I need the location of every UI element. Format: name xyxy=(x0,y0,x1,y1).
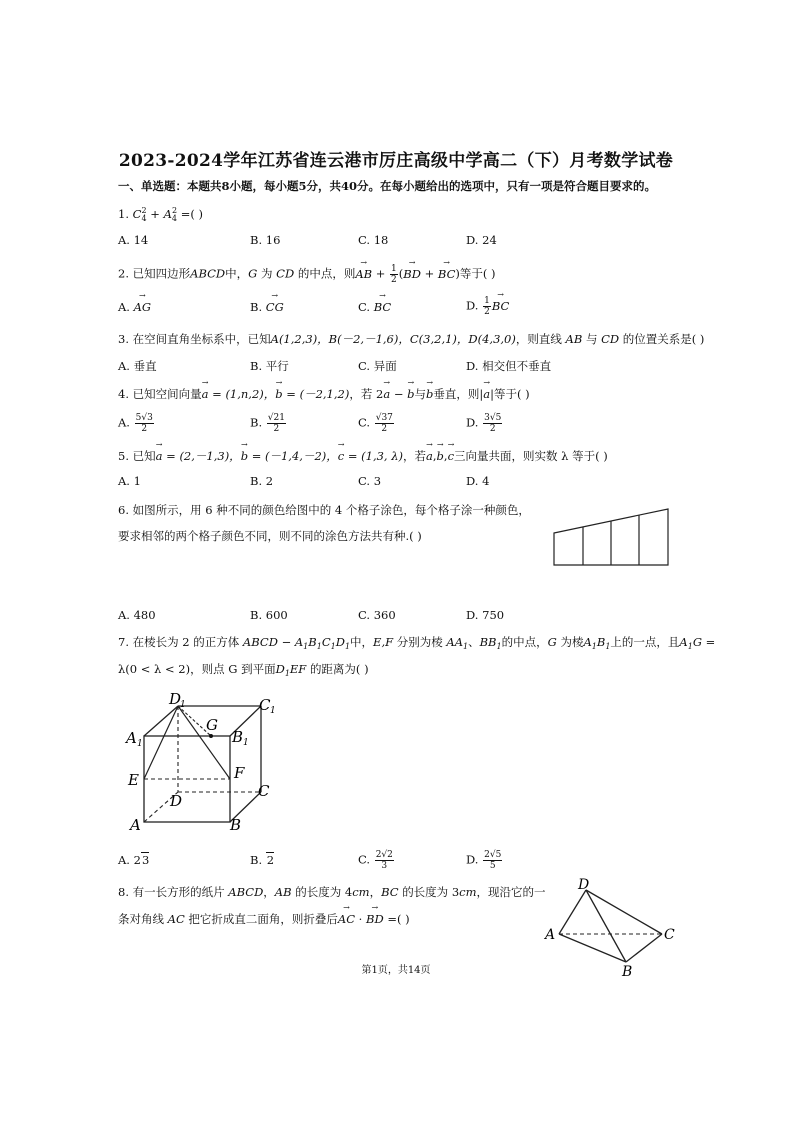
label-A: A xyxy=(545,927,556,943)
q4-option-d: D. $\frac{3√5}{2}$ xyxy=(466,413,502,434)
cube-figure xyxy=(118,690,278,835)
question-3: 3. 在空间直角坐标系中，已知A(1,2,3)，B(－2,－1,6)，C(3,2,1)，D(4,3,0)，则直线 AB 与 CD 的位置关系是( ) xyxy=(118,332,705,346)
q5-option-c: C. 3 xyxy=(358,474,382,488)
q7-option-b: B. 2 xyxy=(250,853,275,867)
label-E: E xyxy=(128,771,139,789)
q6-option-c: C. 360 xyxy=(358,608,396,622)
q2-option-d: D. $\frac{1}{2}$ → BC xyxy=(466,296,509,317)
q1-option-d: D. 24 xyxy=(466,233,497,247)
q1-option-b: B. 16 xyxy=(250,233,281,247)
label-A1: A xyxy=(126,729,137,747)
q4-option-a: A. $\frac{5√3}{2}$ xyxy=(118,413,153,434)
q3-option-b: B. 平行 xyxy=(250,359,289,373)
q3-option-c: C. 异面 xyxy=(358,359,397,373)
svg-text:1: 1 xyxy=(137,739,143,749)
label-C1: C xyxy=(259,696,271,714)
label-D: D xyxy=(578,878,590,893)
q5-option-d: D. 4 xyxy=(466,474,490,488)
section-heading: 一、单选题：本题共8小题，每小题5分，共40分。在每小题给出的选项中，只有一项是符合题目要求的。 xyxy=(118,179,657,193)
q6-option-a: A. 480 xyxy=(118,608,156,622)
q3-option-a: A. 垂直 xyxy=(118,359,157,373)
question-6-line1: 6. 如图所示，用 6 种不同的颜色给图中的 4 个格子涂色，每个格子涂一种颜色， xyxy=(118,503,530,517)
question-8-line2: 条对角线 AC 把它折成直二面角，则折叠后→ AC · → BD =( ) xyxy=(118,911,410,927)
label-D: D xyxy=(170,792,183,810)
q1-option-a: A. 14 xyxy=(118,233,149,247)
question-2: 2. 已知四边形ABCD中，G 为 CD 的中点，则→ AB + $\frac{1}{2}$ (→ BD + → BC)等于( ) xyxy=(118,264,496,285)
question-4: 4. 已知空间向量→ a = (1,n,2)，→ b = (－2,1,2)，若 2→ a − → b与→ b垂直，则|→ a|等于( ) xyxy=(118,386,530,402)
q7-option-a: A. 23 xyxy=(118,853,150,867)
page-footer: 第1页，共14页 xyxy=(361,965,431,976)
q6-option-d: D. 750 xyxy=(466,608,505,622)
question-6-line2: 要求相邻的两个格子颜色不同，则不同的涂色方法共有种.( ) xyxy=(118,529,422,543)
label-A: A xyxy=(130,816,141,834)
label-B1: B xyxy=(232,728,244,746)
q1-option-c: C. 18 xyxy=(358,233,389,247)
question-1: 1. $C_4^2 + A_4^2$ =( ) xyxy=(118,206,204,223)
q7-option-d: D. $\frac{2√5}{5}$ xyxy=(466,850,502,871)
q6-option-b: B. 600 xyxy=(250,608,288,622)
label-F: F xyxy=(234,764,245,782)
svg-text:1: 1 xyxy=(180,700,186,710)
label-G: G xyxy=(206,716,218,734)
q3-option-d: D. 相交但不垂直 xyxy=(466,359,552,373)
svg-text:1: 1 xyxy=(270,706,276,716)
q2-option-c: C. → BC xyxy=(358,300,391,314)
q5-option-b: B. 2 xyxy=(250,474,274,488)
question-7-line1: 7. 在棱长为 2 的正方体 ABCD − $A_1B_1C_1D_1$中，E,F 分别为棱 $AA_1$、$BB_1$的中点，G 为棱$A_1B_1$上的一点，且$A_1G$ = xyxy=(118,635,716,651)
question-8-line1: 8. 有一长方形的纸片 ABCD，AB 的长度为 4cm，BC 的长度为 3cm，现沿它的一 xyxy=(118,885,546,899)
label-B: B xyxy=(230,816,242,834)
q2-option-a: A. → AG xyxy=(118,300,151,314)
question-5: 5. 已知→ a = (2,－1,3)，→ b = (－1,4,－2)，→ c = (1,3, λ)，若→ a,→ b,→ c三向量共面，则实数 λ 等于( ) xyxy=(118,448,608,464)
q4-option-b: B. $\frac{√21}{2}$ xyxy=(250,413,285,434)
label-C: C xyxy=(258,782,270,800)
q5-option-a: A. 1 xyxy=(118,474,141,488)
q2-option-b: B. → CG xyxy=(250,300,284,314)
question-7-line2: λ(0 < λ < 2)，则点 G 到平面$D_1EF$ 的距离为( ) xyxy=(118,662,369,678)
svg-text:1: 1 xyxy=(243,738,249,748)
q7-option-c: C. $\frac{2√2}{3}$ xyxy=(358,850,393,871)
page-title: 2023-2024学年江苏省连云港市厉庄高级中学高二（下）月考数学试卷 xyxy=(118,151,674,171)
label-D1: D xyxy=(169,690,182,708)
label-B: B xyxy=(622,964,633,978)
grid-figure xyxy=(548,505,672,571)
q4-option-c: C. $\frac{√37}{2}$ xyxy=(358,413,393,434)
label-C: C xyxy=(664,927,675,943)
